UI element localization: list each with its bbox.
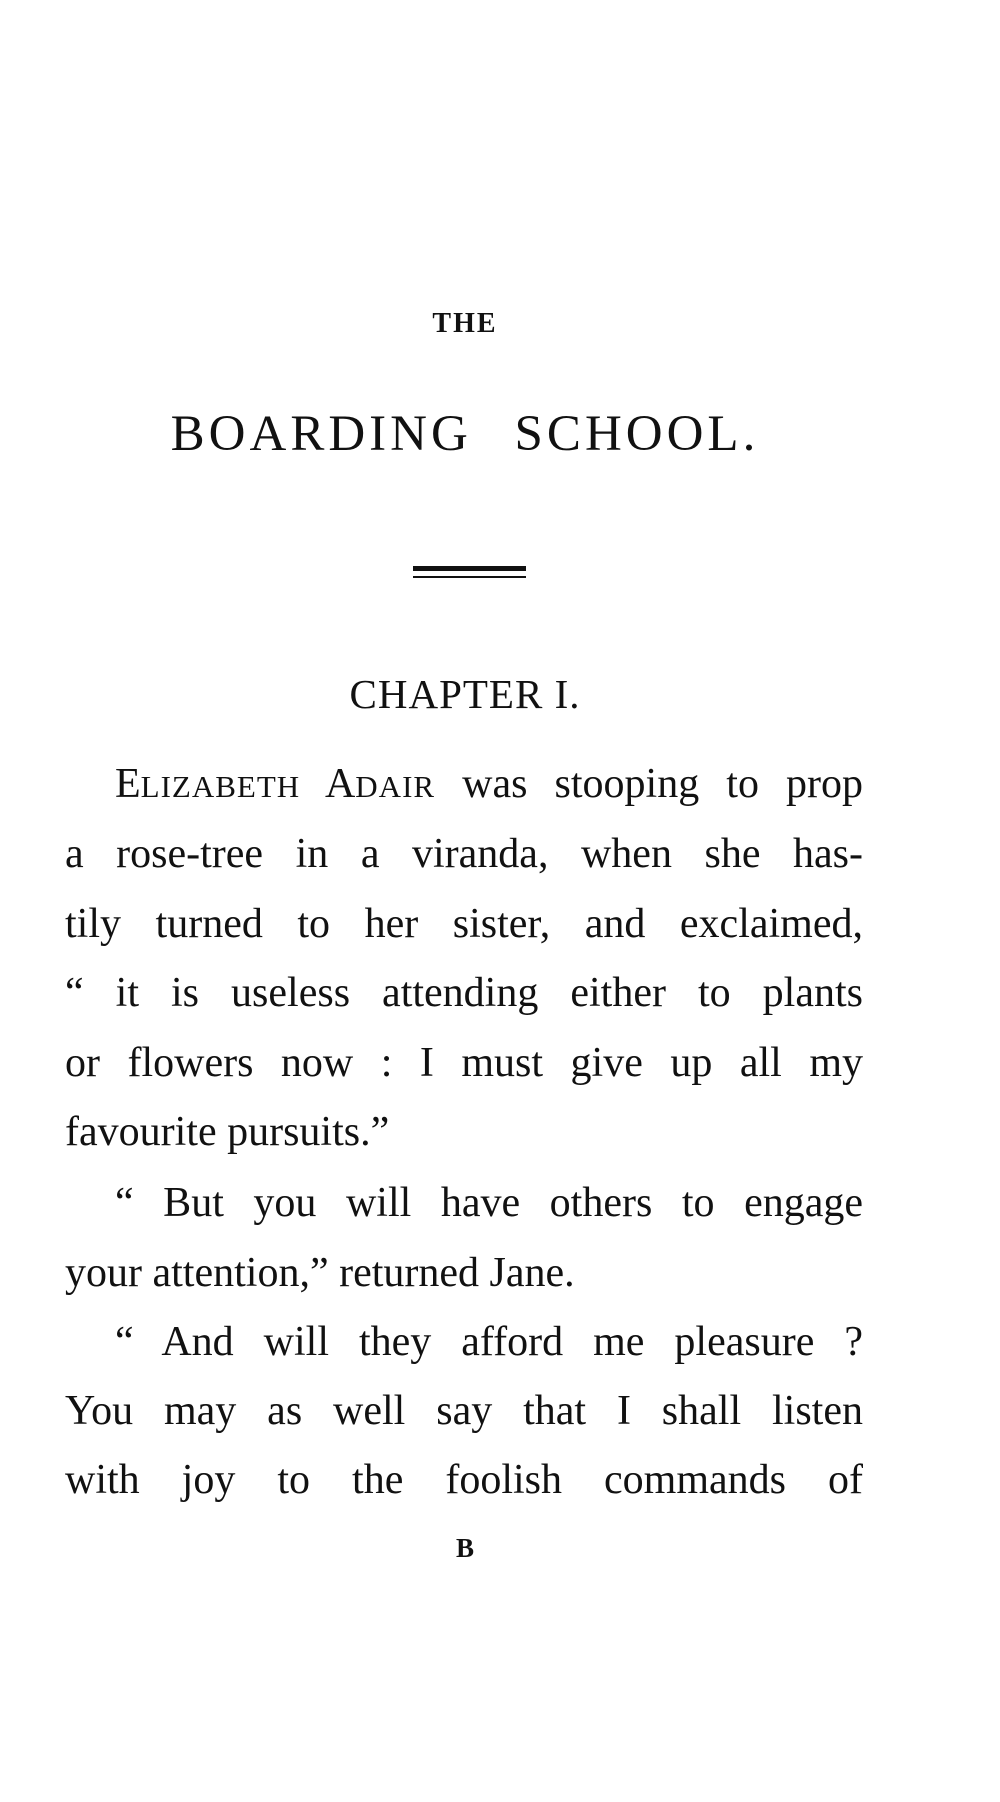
opening-name-first-initial: E (115, 761, 141, 807)
paragraph-line: or flowers now : I must give up all my (65, 1040, 863, 1086)
paragraph-line: You may as well say that I shall listen (65, 1388, 863, 1434)
paragraph-line: “ And will they afford me pleasure ? (115, 1319, 863, 1365)
chapter-heading: CHAPTER I. (349, 671, 581, 717)
paragraph-line: “ it is useless attending either to plants (65, 970, 863, 1016)
paragraph-line-1 (115, 758, 863, 813)
title-article: THE (432, 308, 498, 339)
signature-mark: B (455, 1533, 474, 1563)
paragraph-line: a rose-tree in a viranda, when she has- (65, 831, 863, 877)
opening-name-last-rest: DAIR (355, 769, 436, 804)
title-rule-thick (413, 566, 526, 571)
title-rule-thin (413, 576, 526, 578)
paragraph-line: favourite pursuits.” (65, 1109, 390, 1155)
paragraph-line: your attention,” returned Jane. (65, 1250, 575, 1296)
opening-name (115, 761, 435, 807)
line-1-rest: was stooping to prop (462, 761, 864, 807)
paragraph-line: “ But you will have others to engage (115, 1180, 863, 1226)
paragraph-line: with joy to the foolish commands of (65, 1457, 863, 1503)
opening-name-first-rest: LIZABETH (140, 769, 301, 804)
paragraph-line: tily turned to her sister, and exclaimed, (65, 901, 863, 947)
book-title: BOARDING SCHOOL. (170, 406, 760, 462)
opening-name-last-initial: A (324, 761, 356, 807)
